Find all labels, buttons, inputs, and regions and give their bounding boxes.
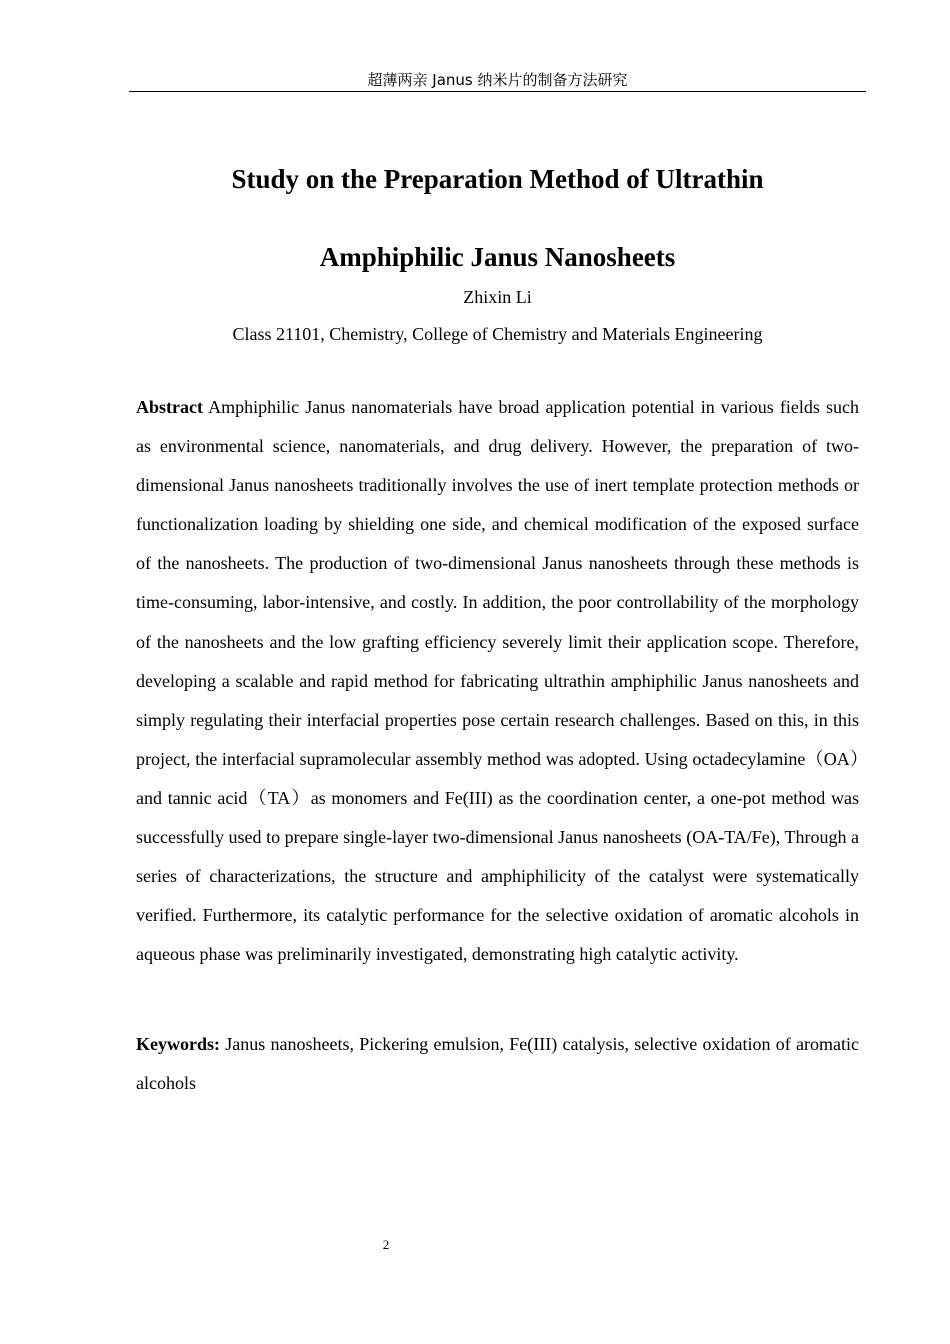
paper-title	[136, 140, 859, 296]
abstract-text: Amphiphilic Janus nanomaterials have broad application potential in various fields such as environmental science, nanomaterials, and drug delivery. However, the preparation of two-dimensional Janus nanosheets traditionally involves the use of inert template protection methods or functionalization loading by shielding one side, and chemical modification of the exposed surface of the nanosheets. The production of two-dimensional Janus nanosheets through these methods is time-consuming, labor-intensive, and costly. In addition, the poor controllability of the morphology of the nanosheets and the low grafting efficiency severely limit their application scope. Therefore, developing a scalable and rapid method for fabricating ultrathin amphiphilic Janus nanosheets and simply regulating their interfacial properties pose certain research challenges. Based on this, in this project, the interfacial supramolecular assembly method was adopted. Using octadecylamine（OA）and tannic acid（TA）as monomers and Fe(III) as the coordination center, a one-pot method was successfully used to prepare single-layer two-dimensional Janus nanosheets (OA-TA/Fe), Through a series of characterizations, the structure and amphiphilicity of the catalyst were systematically verified. Furthermore, its catalytic performance for the selective oxidation of aromatic alcohols in aqueous phase was preliminarily investigated, demonstrating high catalytic activity.	[136, 397, 859, 965]
author-name: Zhixin Li	[463, 287, 532, 307]
page-number: 2	[382, 1237, 390, 1252]
running-header: 超薄两亲 Janus 纳米片的制备方法研究	[129, 70, 866, 92]
abstract-paragraph	[136, 388, 859, 974]
abstract-label: Abstract	[136, 397, 203, 417]
keywords-label: Keywords:	[136, 1034, 220, 1054]
author-affiliation: Class 21101, Chemistry, College of Chemistry and Materials Engineering	[232, 324, 763, 344]
keywords-text: Janus nanosheets, Pickering emulsion, Fe(III) catalysis, selective oxidation of aromatic alcohols	[136, 1034, 859, 1093]
paper-title-line-2: Amphiphilic Janus Nanosheets	[319, 242, 676, 272]
paper-title-line-1: Study on the Preparation Method of Ultrathin	[231, 164, 764, 194]
keywords-paragraph	[136, 1025, 859, 1103]
